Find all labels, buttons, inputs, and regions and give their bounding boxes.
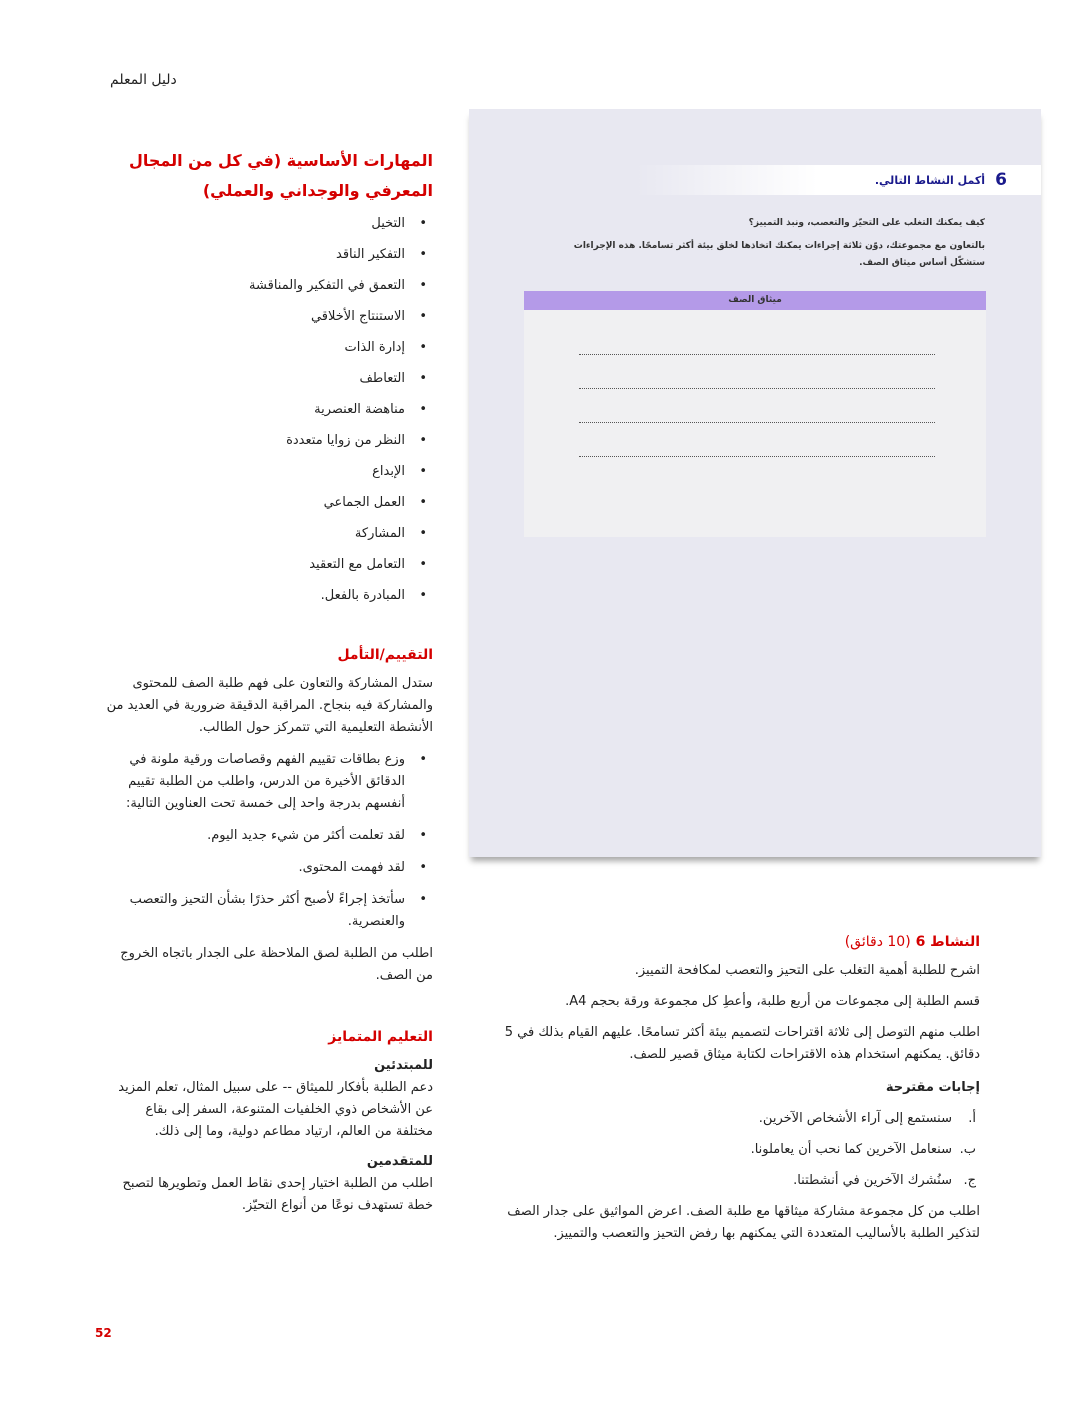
skill-item: • المبادرة بالفعل.: [105, 580, 433, 611]
differentiation-title: التعليم المتمايز: [328, 1029, 433, 1045]
answer-marker: ب.: [959, 1142, 976, 1157]
assessment-outro: اطلب من الطلبة لصق الملاحظة على الجدار باتجاه الخروج من الصف.: [120, 946, 433, 983]
skill-item: • التعمق في التفكير والمناقشة: [105, 270, 433, 301]
write-line[interactable]: [579, 354, 935, 355]
answers-list: [478, 1108, 980, 1192]
skill-item: • التفكير الناقد: [105, 239, 433, 270]
class-charter-box: [524, 291, 986, 537]
skill-item: • إدارة الذات: [105, 332, 433, 363]
skill-item: • التعامل مع التعقيد: [105, 549, 433, 580]
assessment-intro: ستدل المشاركة والتعاون على فهم طلبة الصف للمحتوى والمشاركة فيه بنجاح. المراقبة الدقيقة ضرورية في العديد من الأنشطة التعليمية التي تتمركز حول الطالب.: [106, 676, 433, 735]
assessment-item: • لقد تعلمت أكثر من شيء جديد اليوم.: [105, 825, 433, 847]
assessment-item: • لقد فهمت المحتوى.: [105, 857, 433, 879]
answer-text: سنُشرك الآخرين في أنشطتنا.: [793, 1173, 952, 1188]
advanced-text: اطلب من الطلبة اختيار إحدى نقاط العمل وتطويرها لتصبح خطة تستهدف نوعًا من أنواع التحيّز.: [122, 1176, 433, 1213]
differentiation-section: [105, 1029, 433, 1217]
write-line[interactable]: [579, 456, 935, 457]
answer-text: سنعامل الآخرين كما نحب أن يعاملونا.: [750, 1142, 952, 1157]
answer-item: [478, 1139, 980, 1161]
beginners-label: للمبتدئين: [374, 1058, 433, 1073]
activity-instruction: أكمل النشاط التالي.: [874, 174, 985, 187]
skill-item: • المشاركة: [105, 518, 433, 549]
skill-item: • التعاطف: [105, 363, 433, 394]
assessment-section: [105, 647, 433, 987]
beginners-text: دعم الطلبة بأفكار للميثاق -- على سبيل المثال، تعلم المزيد عن الأشخاص ذوي الخلفيات المتنوعة، السفر إلى بقاع مختلفة من العالم، ارتياد مطاعم دولية، وما إلى ذلك.: [118, 1080, 433, 1139]
write-line[interactable]: [579, 388, 935, 389]
assessment-item: • سأتخذ إجراءً لأصبح أكثر حذرًا بشأن التحيز والتعصب والعنصرية.: [105, 889, 433, 933]
write-line[interactable]: [579, 422, 935, 423]
activity-duration: (10 دقائق): [844, 934, 911, 950]
answer-text: سنستمع إلى آراء الأشخاص الآخرين.: [758, 1111, 952, 1126]
skills-section: [105, 146, 433, 611]
skill-item: • العمل الجماعي: [105, 487, 433, 518]
assessment-list: [105, 749, 433, 933]
skill-item: • التخيل: [105, 208, 433, 239]
activity-section: [478, 934, 980, 1245]
answer-marker: أ.: [968, 1111, 976, 1126]
skill-item: • النظر من زوايا متعددة: [105, 425, 433, 456]
skill-item: • الاستنتاج الأخلاقي: [105, 301, 433, 332]
assessment-title: التقييم/التأمل: [337, 647, 433, 663]
answer-marker: ج.: [963, 1173, 976, 1188]
activity-bar: [635, 165, 1041, 195]
activity-closing: اطلب من كل مجموعة مشاركة ميثاقها مع طلبة الصف. اعرض المواثيق على جدار الصف لتذكير الطلبة بالأساليب المتعددة التي يمكنهم بها رفض التحيز والتعصب والتمييز.: [507, 1204, 980, 1241]
activity-paragraph: اشرح للطلبة أهمية التغلب على التحيز والتعصب لمكافحة التمييز.: [634, 963, 980, 978]
skills-list: [105, 208, 433, 611]
charter-title: ميثاق الصف: [524, 291, 986, 310]
skill-item: • مناهضة العنصرية: [105, 394, 433, 425]
guide-title: دليل المعلم: [110, 72, 177, 88]
advanced-label: للمتقدمين: [366, 1154, 433, 1169]
answer-item: [478, 1108, 980, 1130]
activity-number: 6: [995, 170, 1007, 190]
activity-heading: [478, 934, 980, 950]
assessment-item: • وزع بطاقات تقييم الفهم وقصاصات ورقية ملونة في الدقائق الأخيرة من الدرس، واطلب من الطلبة تقييم أنفسهم بدرجة واحد إلى خمسة تحت العناوين التالية:: [105, 749, 433, 815]
worksheet-panel: [469, 109, 1041, 857]
page-number: 52: [95, 1326, 112, 1340]
answers-title: إجابات مقترحة: [885, 1080, 980, 1095]
worksheet-instruction: بالتعاون مع مجموعتك، دوّن ثلاثة إجراءات يمكنك اتخاذها لخلق بيئة أكثر تسامحًا. هذه الإجراءات ستشكّل أساس ميثاق الصف.: [573, 241, 985, 268]
activity-paragraph: اطلب منهم التوصل إلى ثلاثة اقتراحات لتصميم بيئة أكثر تسامحًا. عليهم القيام بذلك في 5 دقائق. يمكنهم استخدام هذه الاقتراحات لكتابة ميثاق قصير للصف.: [504, 1025, 980, 1062]
activity-paragraph: قسم الطلبة إلى مجموعات من أربع طلبة، وأعطِ كل مجموعة ورقة بحجم A4.: [565, 994, 980, 1009]
skill-item: • الإبداع: [105, 456, 433, 487]
skills-title: المهارات الأساسية (في كل من المجال المعرفي والوجداني والعملي): [128, 151, 433, 200]
worksheet-question: كيف يمكنك التغلب على التحيّز والتعصب، ونبذ التمييز؟: [748, 218, 985, 228]
activity-title: النشاط 6: [915, 934, 980, 950]
answer-item: [478, 1170, 980, 1192]
